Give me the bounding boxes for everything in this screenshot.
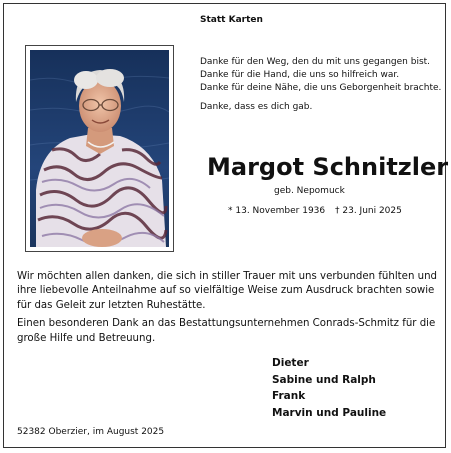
portrait-photo: [30, 50, 169, 247]
portrait-illustration: [30, 50, 169, 247]
signer: Frank: [272, 390, 306, 402]
birth-name: geb. Nepomuck: [274, 186, 345, 196]
place-date-footer: 52382 Oberzier, im August 2025: [17, 427, 165, 437]
poem-line: Danke für deine Nähe, die uns Geborgenheit brachte.: [200, 83, 442, 93]
death-date: † 23. Juni 2025: [335, 206, 402, 216]
signers-list: [272, 355, 386, 421]
signer: Sabine und Ralph: [272, 373, 376, 386]
header-statt-karten: Statt Karten: [200, 15, 263, 25]
portrait-frame: [25, 45, 174, 252]
poem-line: Danke für den Weg, den du mit uns gegangen bist.: [200, 57, 431, 67]
thanks-paragraph: Einen besonderen Dank an das Bestattungsunternehmen Conrads-Schmitz für die große Hilfe und Betreuung.: [17, 318, 436, 344]
deceased-name: Margot Schnitzler: [207, 153, 449, 181]
poem-closing-line: Danke, dass es dich gab.: [200, 102, 313, 112]
birth-date: * 13. November 1936: [228, 206, 326, 216]
poem-line: Danke für die Hand, die uns so hilfreich war.: [200, 70, 400, 80]
poem: [200, 56, 441, 114]
signer: Dieter: [272, 357, 309, 369]
life-dates: [228, 206, 402, 216]
signer: Marvin und Pauline: [272, 406, 387, 419]
thanks-paragraph: Wir möchten allen danken, die sich in stiller Trauer mit uns verbunden fühlten und ihre liebevolle Anteilnahme auf so vielfältige Weise zum Ausdruck brachten sowie für das Geleit zur letzten Ruhestätte.: [17, 271, 438, 311]
thanks-text: [17, 270, 437, 346]
